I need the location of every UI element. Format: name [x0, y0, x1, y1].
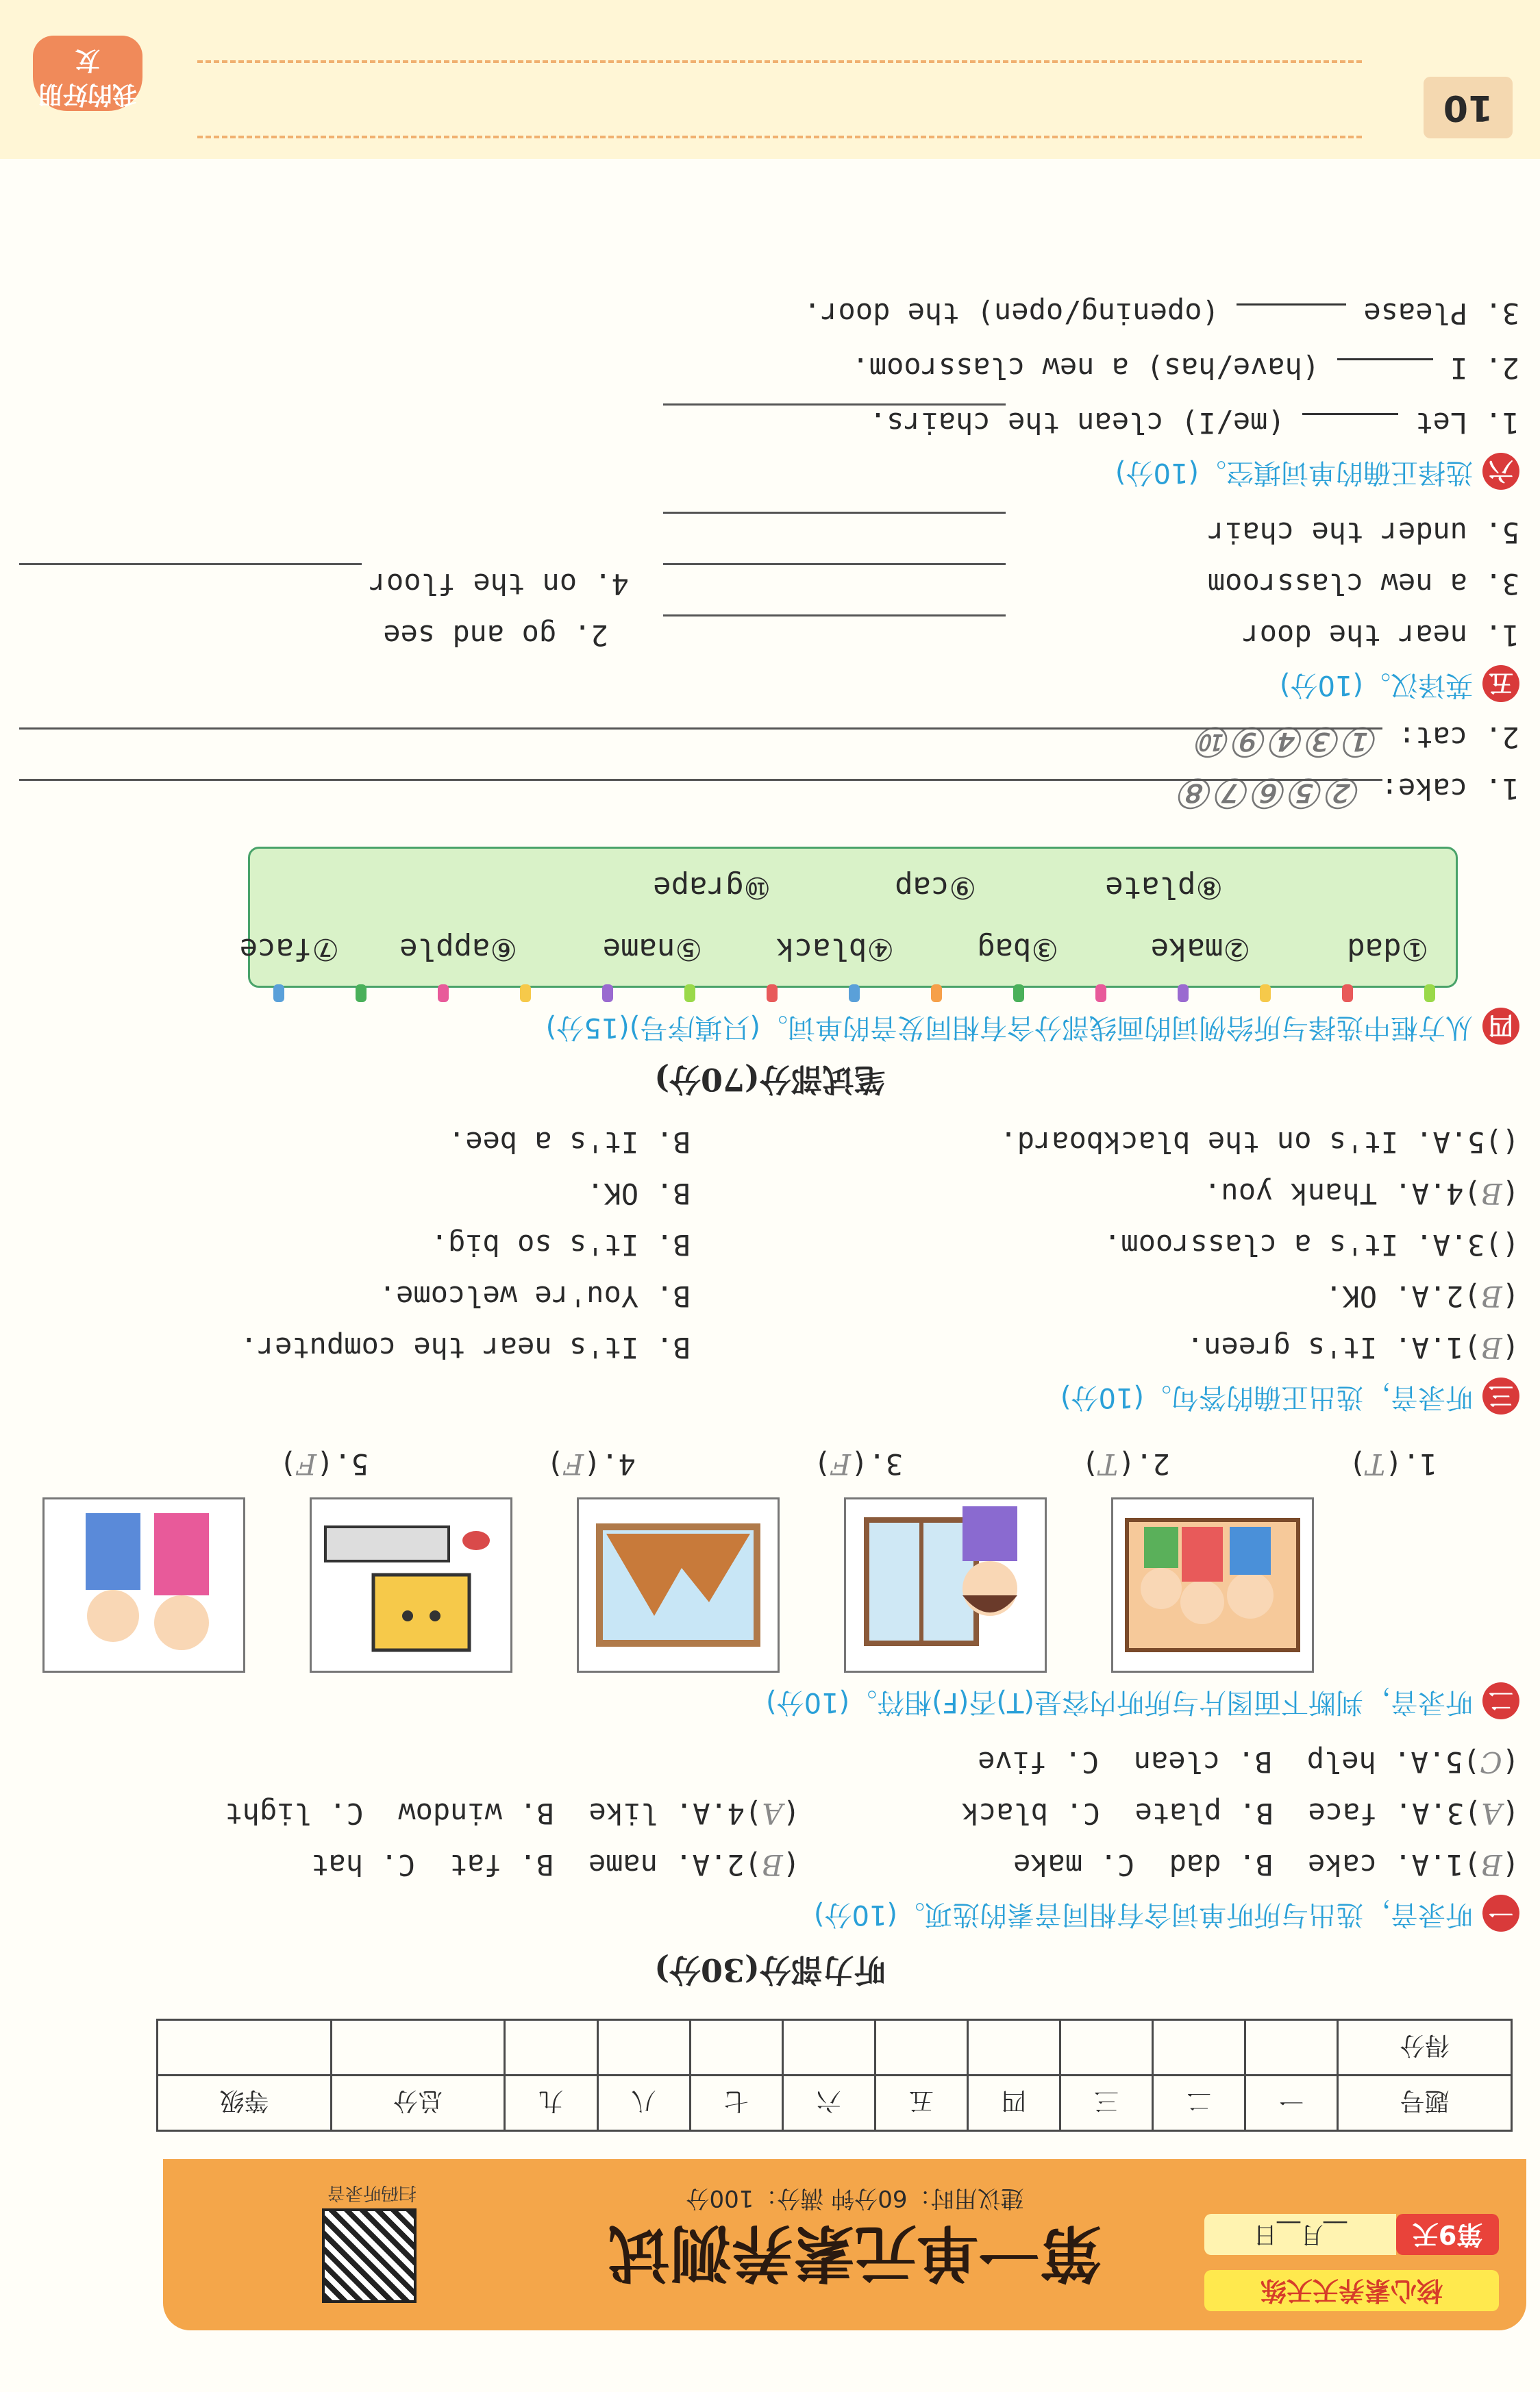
bead-icon	[767, 984, 778, 1002]
score-cell: 五	[875, 2076, 967, 2131]
q1-item-5: (C)5.A. help B. clean C. five	[978, 1745, 1519, 1779]
bead-icon	[356, 984, 367, 1002]
question-5-heading	[1280, 665, 1519, 707]
picture-two-people	[42, 1497, 245, 1673]
question-6-heading	[1115, 453, 1519, 495]
dashed-divider	[197, 60, 1362, 63]
fill-blank[interactable]	[1237, 303, 1346, 306]
question-number-badge: 三	[1482, 1378, 1519, 1415]
fill-blank[interactable]	[1302, 413, 1398, 415]
header-banner	[163, 2159, 1526, 2330]
score-cell: 等级	[158, 2076, 332, 2131]
q4-line-cake: 1. cake: ②⑤⑥⑦⑧	[1179, 769, 1519, 817]
question-number-badge: 五	[1482, 665, 1519, 702]
question-6-instruction: 选择正确的单词填空。(10分)	[1115, 457, 1473, 488]
answer-line[interactable]	[663, 403, 1006, 406]
computer-picture-icon	[312, 1499, 510, 1671]
q3-item-3: ()3.A. It's a classroom.	[1104, 1228, 1519, 1262]
people-picture-icon	[45, 1499, 243, 1671]
q3-item-4-b: B. OK.	[586, 1177, 691, 1210]
q2-answer-5: 5.(F)	[279, 1447, 369, 1481]
q3-item-5: ()5.A. It's on the blackboard.	[999, 1125, 1519, 1159]
family-picture-icon	[1113, 1499, 1312, 1671]
bead-icon	[1424, 984, 1435, 1002]
score-table-header-row	[158, 2076, 1512, 2131]
bead-icon	[1013, 984, 1024, 1002]
score-cell[interactable]	[331, 2020, 505, 2076]
bead-icon	[849, 984, 860, 1002]
score-cell: 二	[1153, 2076, 1245, 2131]
bead-icon	[520, 984, 531, 1002]
page-number: 10	[1424, 77, 1513, 138]
word-option: ⑥apple	[399, 932, 517, 967]
word-option: ⑨cap	[895, 870, 976, 905]
q5-item-1: 1. near the door	[1242, 619, 1519, 652]
question-number-badge: 六	[1482, 453, 1519, 490]
q3-item-3-b: B. It's so big.	[430, 1228, 691, 1262]
score-cell: 得分	[1338, 2020, 1512, 2076]
score-cell[interactable]	[597, 2020, 690, 2076]
question-number-badge: 二	[1482, 1682, 1519, 1719]
picture-computer	[310, 1497, 512, 1673]
page-subtitle: 建议用时：60分钟 满分：100分	[686, 2184, 1024, 2212]
dashed-divider	[197, 136, 1362, 138]
painting-picture-icon	[579, 1499, 778, 1671]
score-cell[interactable]	[690, 2020, 782, 2076]
score-table-score-row	[158, 2020, 1512, 2076]
q2-answer-3: 3.(F)	[813, 1447, 903, 1481]
question-number-badge: 四	[1482, 1008, 1519, 1045]
bead-icon	[438, 984, 449, 1002]
score-cell[interactable]	[1153, 2020, 1245, 2076]
bead-icon	[931, 984, 942, 1002]
word-choice-box	[239, 847, 1458, 988]
question-3-heading	[1060, 1378, 1519, 1419]
question-4-instruction: 从方框中选择与所给例词的画线部分含有相同发音的单词。(只填序号)(15分)	[545, 1012, 1473, 1043]
bead-icon	[602, 984, 613, 1002]
score-cell: 一	[1245, 2076, 1338, 2131]
q1-item-3: (A)3.A. face B. plate C. black	[961, 1797, 1519, 1830]
score-cell[interactable]	[1245, 2020, 1338, 2076]
score-cell: 总分	[331, 2076, 505, 2131]
picture-family-photo	[1111, 1497, 1314, 1673]
bead-icon	[1178, 984, 1189, 1002]
bead-icon	[273, 984, 284, 1002]
picture-landscape-painting	[577, 1497, 780, 1673]
word-option: ③bag	[977, 932, 1058, 967]
question-2-heading	[766, 1682, 1519, 1724]
word-option: ②make	[1150, 932, 1250, 967]
q3-item-2: (B)2.A. OK.	[1325, 1280, 1519, 1313]
score-cell: 九	[505, 2076, 597, 2131]
score-cell: 题号	[1338, 2076, 1512, 2131]
answer-line[interactable]	[663, 563, 1006, 565]
answer-line[interactable]	[663, 512, 1006, 514]
q3-item-2-b: B. You're welcome.	[378, 1280, 691, 1313]
fill-blank[interactable]	[1337, 358, 1433, 360]
word-option: ⑧plate	[1105, 870, 1223, 905]
question-number-badge: 一	[1482, 1895, 1519, 1932]
word-option: ⑦face	[239, 932, 339, 967]
listening-section-heading: 听力部分(30分)	[654, 1952, 886, 1989]
answer-line[interactable]	[19, 563, 362, 565]
score-cell[interactable]	[782, 2020, 875, 2076]
qr-code-icon[interactable]	[322, 2208, 417, 2303]
question-3-instruction: 听录音，选出正确的答句。(10分)	[1060, 1382, 1473, 1413]
window-picture-icon	[846, 1499, 1045, 1671]
bead-icon	[1260, 984, 1271, 1002]
score-cell[interactable]	[875, 2020, 967, 2076]
writing-section-heading: 笔试部分(70分)	[654, 1061, 886, 1098]
question-4-heading	[546, 1008, 1519, 1049]
q2-answer-4: 4.(F)	[546, 1447, 636, 1481]
question-1-heading	[814, 1895, 1519, 1936]
day-tag: 第9天	[1396, 2214, 1499, 2255]
answer-line	[19, 727, 1382, 730]
q3-item-1: (B)1.A. It's green.	[1186, 1331, 1519, 1365]
answer-line	[19, 779, 1382, 781]
q4-line-cat: 2. cat: ①③④⑨⑩	[1196, 717, 1519, 765]
question-5-instruction: 英译汉。(10分)	[1279, 669, 1473, 701]
q3-item-1-b: B. It's near the computer.	[240, 1331, 691, 1365]
word-option: ④black	[776, 932, 894, 967]
score-table	[156, 2019, 1513, 2132]
picture-girl-window	[844, 1497, 1047, 1673]
score-cell: 三	[1060, 2076, 1153, 2131]
q5-item-3: 3. a new classroom	[1207, 567, 1519, 601]
page-title: 第一单元素养测试	[608, 2217, 1102, 2289]
question-2-instruction: 听录音，判断下面图片与所听内容是(T)否(F)相符。(10分)	[766, 1686, 1473, 1718]
score-cell: 七	[690, 2076, 782, 2131]
daily-practice-tag: 核心素养天天练	[1204, 2270, 1499, 2311]
score-cell: 六	[782, 2076, 875, 2131]
score-cell: 四	[967, 2076, 1060, 2131]
q1-item-1: (B)1.A. cake B. dad C. make	[1013, 1848, 1519, 1882]
score-cell[interactable]	[1060, 2020, 1153, 2076]
score-cell: 八	[597, 2076, 690, 2131]
q6-item-1: 1. Let (me/I) clean the chairs.	[869, 406, 1519, 440]
q5-item-5: 5. under the chair	[1207, 516, 1519, 549]
bead-icon	[1095, 984, 1106, 1002]
q6-item-3: 3. Please (opening/open) the door.	[803, 297, 1519, 330]
q1-item-2: (B)2.A. name B. fat C. hat	[311, 1848, 800, 1882]
question-1-instruction: 听录音，选出与所听单词含有相同音素的选项。(10分)	[813, 1899, 1473, 1930]
q6-item-2: 2. I (have/has) a new classroom.	[852, 351, 1519, 385]
score-cell[interactable]	[967, 2020, 1060, 2076]
word-option: ⑤name	[602, 932, 702, 967]
q5-item-2: 2. go and see	[383, 619, 608, 652]
q2-answer-1: 1.(T)	[1348, 1447, 1437, 1481]
q3-item-5-b: B. It's a bee.	[447, 1125, 691, 1159]
q5-item-4: 4. on the floor	[369, 567, 629, 601]
q3-item-4: (B)4.A. Thank you.	[1204, 1177, 1519, 1210]
word-option: ⑩grape	[653, 870, 771, 905]
corner-note-tag: 我的好朋友	[33, 36, 142, 111]
score-cell[interactable]	[158, 2020, 332, 2076]
bead-icon	[1342, 984, 1353, 1002]
qr-label: 扫码听录音	[327, 2182, 417, 2203]
q1-item-4: (A)4.A. like B. window C. light	[225, 1797, 800, 1830]
score-cell[interactable]	[505, 2020, 597, 2076]
date-tag: __月__日	[1204, 2214, 1396, 2255]
bead-icon	[684, 984, 695, 1002]
word-option: ①dad	[1347, 932, 1428, 967]
answer-line[interactable]	[663, 614, 1006, 616]
q2-answer-2: 2.(T)	[1081, 1447, 1170, 1481]
